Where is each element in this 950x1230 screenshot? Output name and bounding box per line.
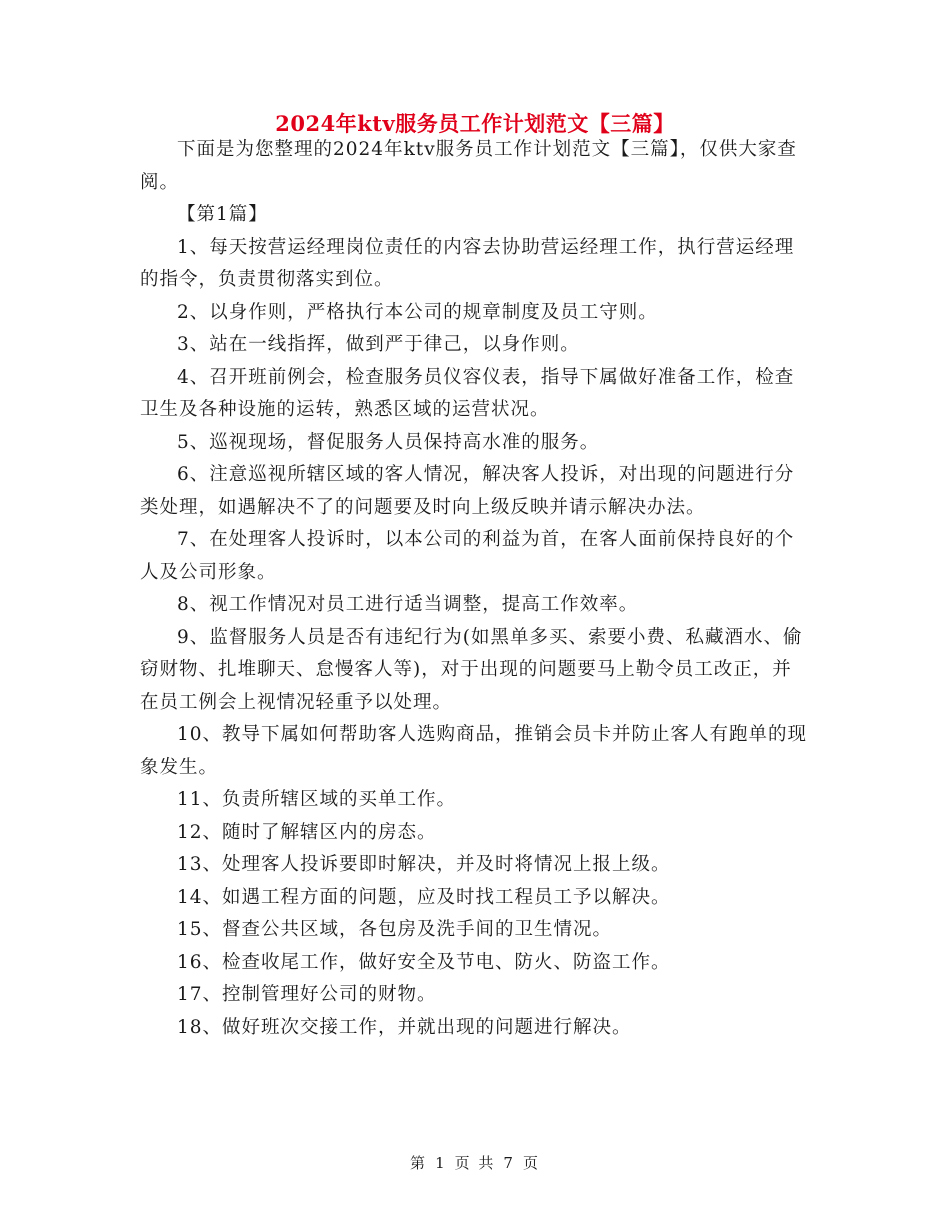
list-item: 18、做好班次交接工作，并就出现的问题进行解决。 bbox=[177, 1016, 632, 1038]
list-item: 9、监督服务人员是否有违纪行为(如黑单多买、索要小费、私藏酒水、偷窃财物、扎堆聊天、怠慢客人等)，对于出现的问题要马上勒令员工改正，并在员工例会上视情况轻重予以处理。 bbox=[140, 626, 803, 713]
document-body bbox=[140, 134, 810, 1044]
list-item: 10、教导下属如何帮助客人选购商品，推销会员卡并防止客人有跑单的现象发生。 bbox=[140, 724, 808, 778]
list-item: 13、处理客人投诉要即时解决，并及时将情况上报上级。 bbox=[177, 854, 671, 875]
list-item: 11、负责所辖区域的买单工作。 bbox=[177, 789, 457, 810]
list-item: 15、督查公共区域，各包房及洗手间的卫生情况。 bbox=[177, 919, 613, 940]
section-heading: 【第1篇】 bbox=[177, 204, 268, 225]
list-item: 16、检查收尾工作，做好安全及节电、防火、防盗工作。 bbox=[177, 951, 671, 973]
list-item: 17、控制管理好公司的财物。 bbox=[177, 984, 437, 1005]
intro-paragraph: 下面是为您整理的2024年ktv服务员工作计划范文【三篇】，仅供大家查阅。 bbox=[140, 139, 797, 193]
list-item: 2、以身作则，严格执行本公司的规章制度及员工守则。 bbox=[177, 301, 658, 323]
list-item: 1、每天按营运经理岗位责任的内容去协助营运经理工作，执行营运经理的指令，负责贯彻落实到位。 bbox=[140, 236, 795, 290]
page-footer bbox=[0, 1152, 950, 1173]
footer-prefix: 第 bbox=[410, 1154, 428, 1172]
list-item: 6、注意巡视所辖区域的客人情况，解决客人投诉，对出现的问题进行分类处理，如遇解决不了的问题要及时向上级反映并请示解决办法。 bbox=[140, 464, 795, 518]
list-item: 3、站在一线指挥，做到严于律己，以身作则。 bbox=[177, 334, 580, 355]
list-item: 7、在处理客人投诉时，以本公司的利益为首，在客人面前保持良好的个人及公司形象。 bbox=[140, 529, 795, 583]
footer-total-pages: 7 bbox=[503, 1154, 515, 1172]
list-item: 5、巡视现场，督促服务人员保持高水准的服务。 bbox=[177, 431, 600, 453]
document-title: 2024年ktv服务员工作计划范文【三篇】 bbox=[275, 111, 675, 136]
footer-page-number: 1 bbox=[435, 1154, 447, 1172]
list-item: 4、召开班前例会，检查服务员仪容仪表，指导下属做好准备工作，检查卫生及各种设施的运转，熟悉区域的运营状况。 bbox=[140, 366, 795, 420]
list-item: 12、随时了解辖区内的房态。 bbox=[177, 821, 437, 843]
footer-middle: 页 共 bbox=[454, 1154, 496, 1172]
list-item: 14、如遇工程方面的问题，应及时找工程员工予以解决。 bbox=[177, 886, 671, 908]
footer-suffix: 页 bbox=[522, 1154, 540, 1172]
list-item: 8、视工作情况对员工进行适当调整，提高工作效率。 bbox=[177, 594, 639, 615]
